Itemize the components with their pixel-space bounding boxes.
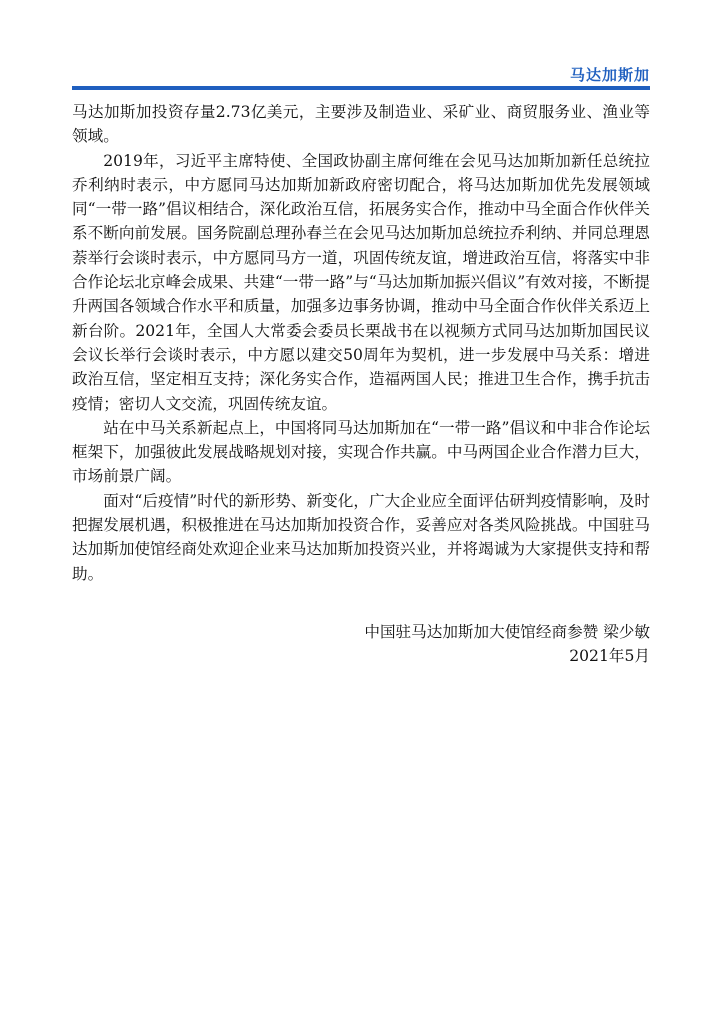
body-text (72, 100, 650, 586)
signature-author: 中国驻马达加斯加大使馆经商参赞 梁少敏 (364, 623, 650, 641)
header-title: 马达加斯加 (569, 66, 650, 84)
signature-date: 2021年5月 (569, 647, 650, 666)
paragraph-3: 站在中马关系新起点上，中国将同马达加斯加在“一带一路”倡议和中非合作论坛框架下，加强彼此发展战略规划对接，实现合作共赢。中马两国企业合作潜力巨大，市场前景广阔。 (72, 418, 650, 486)
paragraph-2: 2019年，习近平主席特使、全国政协副主席何维在会见马达加斯加新任总统拉乔利纳时表示，中方愿同马达加斯加新政府密切配合，将马达加斯加优先发展领域同“一带一路”倡议相结合，深化政治互信，拓展务实合作，推动中马全面合作伙伴关系不断向前发展。国务院副总理孙春兰在会见马达加斯加总统拉乔利纳、并同总理恩萘举行会谈时表示，中方愿同马方一道，巩固传统友谊，增进政治互信，将落实中非合作论坛北京峰会成果、共建“一带一路”与“马达加斯加振兴倡议”有效对接，不断提升两国各领域合作水平和质量，加强多边事务协调，推动中马全面合作伙伴关系迈上新台阶。2021年，全国人大常委会委员长栗战书在以视频方式同马达加斯加国民议会议长举行会谈时表示，中方愿以建交50周年为契机，进一步发展中马关系：增进政治互信，坚定相互支持；深化务实合作，造福两国人民；推进卫生合作，携手抗击疫情；密切人文交流，巩固传统友谊。 (72, 151, 650, 413)
paragraph-4: 面对“后疫情”时代的新形势、新变化，广大企业应全面评估研判疫情影响，及时把握发展机遇，积极推进在马达加斯加投资合作，妥善应对各类风险挑战。中国驻马达加斯加使馆经商处欢迎企业来马达加斯加投资兴业，并将竭诚为大家提供支持和帮助。 (72, 491, 650, 583)
signature-block (72, 620, 650, 669)
paragraph-1: 马达加斯加投资存量2.73亿美元，主要涉及制造业、采矿业、商贸服务业、渔业等领域。 (72, 103, 650, 146)
page-header (72, 62, 650, 92)
header-rule (72, 86, 650, 90)
